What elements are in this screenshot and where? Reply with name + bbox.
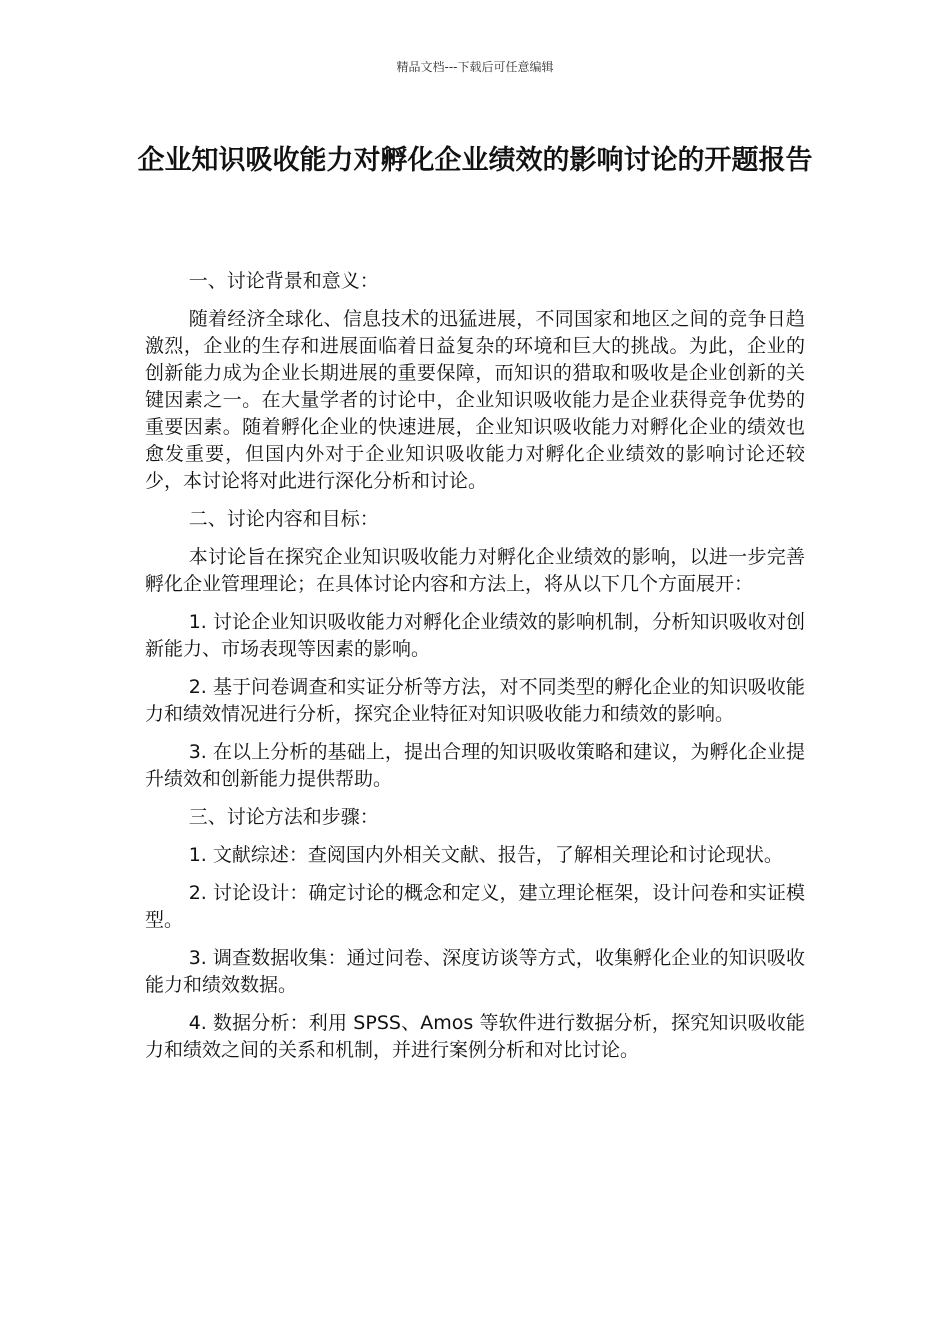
list-item-method-3: 3. 调查数据收集：通过问卷、深度访谈等方式，收集孵化企业的知识吸收能力和绩效数据。 [145, 947, 805, 996]
section-heading-methods: 三、讨论方法和步骤： [188, 806, 379, 828]
list-item-method-1: 1. 文献综述：查阅国内外相关文献、报告，了解相关理论和讨论现状。 [188, 844, 783, 866]
list-item-content-2: 2. 基于问卷调查和实证分析等方法，对不同类型的孵化企业的知识吸收能力和绩效情况进行分析，探究企业特征对知识吸收能力和绩效的影响。 [145, 676, 805, 725]
paragraph-content-intro: 本讨论旨在探究企业知识吸收能力对孵化企业绩效的影响，以进一步完善孵化企业管理理论；在具体讨论内容和方法上，将从以下几个方面展开： [145, 546, 805, 595]
list-item-method-4: 4. 数据分析：利用 SPSS、Amos 等软件进行数据分析，探究知识吸收能力和绩效之间的关系和机制，并进行案例分析和对比讨论。 [145, 1012, 805, 1061]
document-body [145, 268, 805, 1075]
list-item-method-2: 2. 讨论设计：确定讨论的概念和定义，建立理论框架，设计问卷和实证模型。 [145, 882, 805, 931]
list-item-content-1: 1. 讨论企业知识吸收能力对孵化企业绩效的影响机制，分析知识吸收对创新能力、市场表现等因素的影响。 [145, 611, 805, 660]
section-heading-content: 二、讨论内容和目标： [188, 508, 379, 530]
paragraph-background: 随着经济全球化、信息技术的迅猛进展，不同国家和地区之间的竞争日趋激烈，企业的生存和进展面临着日益复杂的环境和巨大的挑战。为此，企业的创新能力成为企业长期进展的重要保障，而知识的猎取和吸收是企业创新的关键因素之一。在大量学者的讨论中，企业知识吸收能力是企业获得竞争优势的重要因素。随着孵化企业的快速进展，企业知识吸收能力对孵化企业的绩效也愈发重要，但国内外对于企业知识吸收能力对孵化企业绩效的影响讨论还较少，本讨论将对此进行深化分析和讨论。 [145, 308, 805, 492]
section-heading-background: 一、讨论背景和意义： [188, 270, 379, 292]
header-note: 精品文档---下载后可任意编辑 [396, 60, 554, 74]
document-title: 企业知识吸收能力对孵化企业绩效的影响讨论的开题报告 [137, 145, 813, 176]
list-item-content-3: 3. 在以上分析的基础上，提出合理的知识吸收策略和建议，为孵化企业提升绩效和创新能力提供帮助。 [145, 741, 805, 790]
